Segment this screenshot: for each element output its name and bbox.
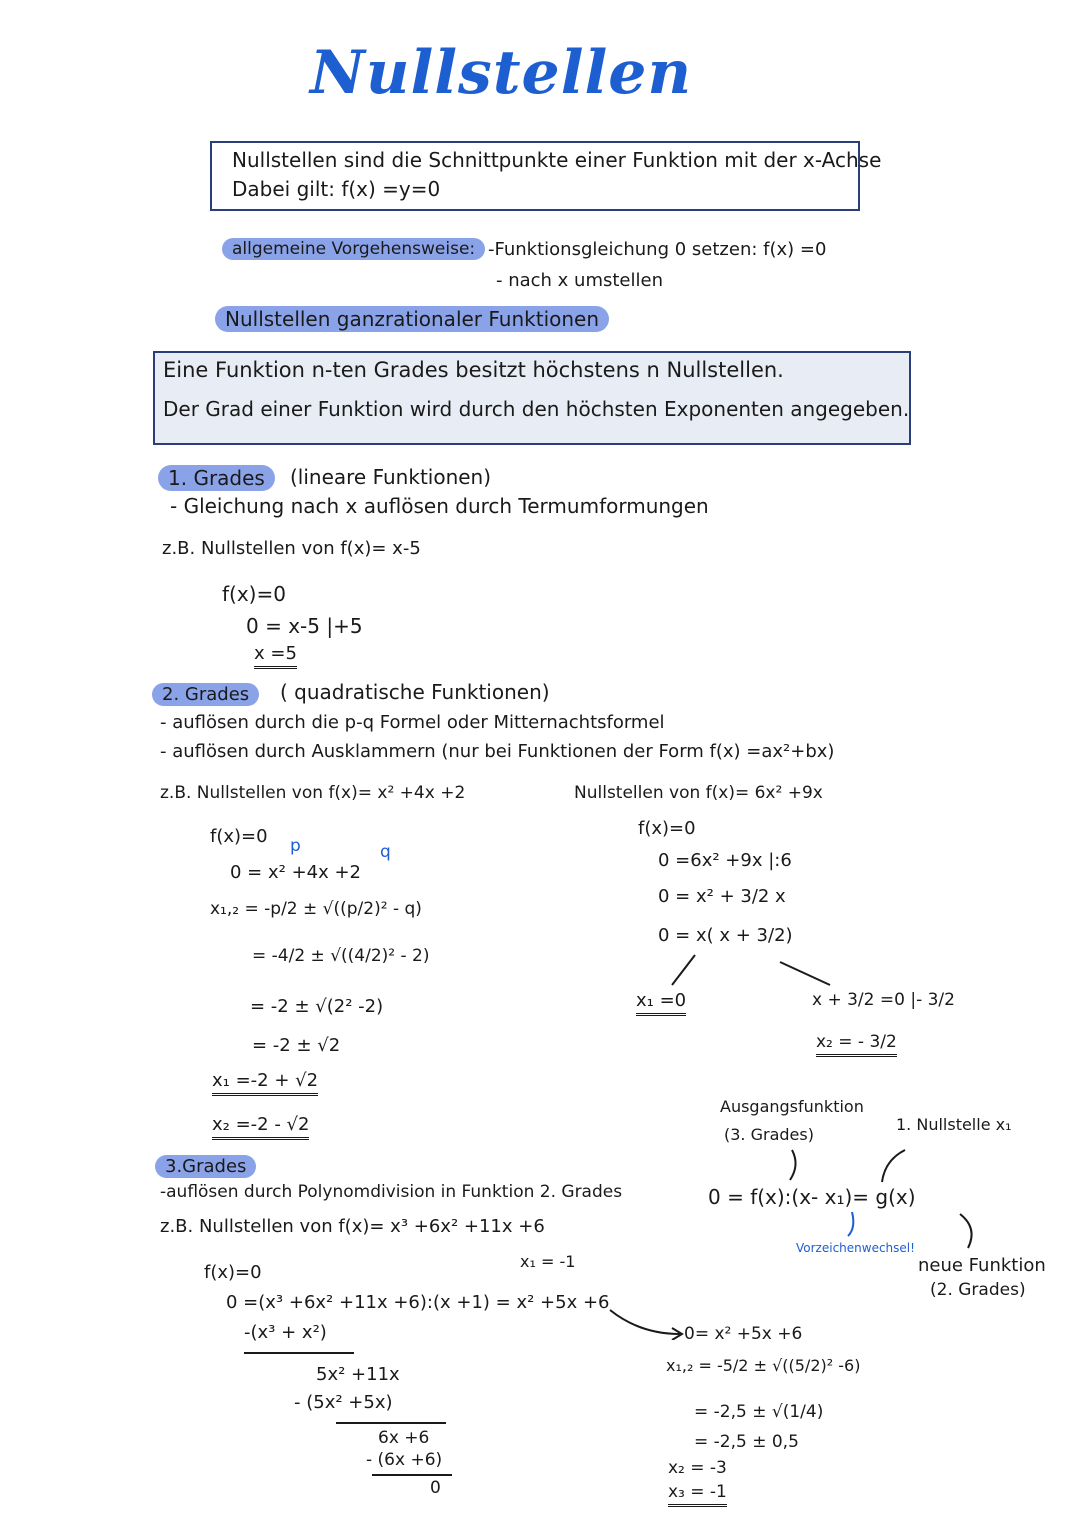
factor-step-4: 0 = x( x + 3/2): [658, 925, 793, 946]
diagram-nullstelle: 1. Nullstelle x₁: [896, 1115, 1012, 1134]
diagram-ausgang-grad: (3. Grades): [724, 1125, 814, 1144]
quad-step-2: x₁,₂ = -5/2 ± √((5/2)² -6): [666, 1356, 861, 1375]
diagram-formula: 0 = f(x):(x- x₁)= g(x): [708, 1185, 916, 1209]
grade1-method: - Gleichung nach x auflösen durch Termumformungen: [170, 494, 709, 518]
factor-branch-lines: [640, 950, 970, 990]
division-step-1: f(x)=0: [204, 1262, 262, 1283]
quad-step-1: 0= x² +5x +6: [684, 1324, 803, 1344]
division-step-6: 6x +6: [378, 1428, 430, 1448]
pq-step-2: 0 = x² +4x +2: [230, 862, 362, 883]
page-title: Nullstellen: [310, 38, 693, 108]
pq-root-2: x₂ =-2 - √2: [212, 1114, 309, 1140]
pq-step-3: x₁,₂ = -p/2 ± √((p/2)² - q): [210, 899, 422, 919]
diagram-arrows: [760, 1140, 1000, 1250]
grade1-step-2: 0 = x-5 |+5: [246, 614, 363, 638]
section-heading: Nullstellen ganzrationaler Funktionen: [215, 306, 609, 332]
grade3-example: z.B. Nullstellen von f(x)= x³ +6x² +11x +6: [160, 1216, 545, 1237]
diagram-ausgang: Ausgangsfunktion: [720, 1097, 864, 1116]
general-step-2: - nach x umstellen: [496, 270, 663, 291]
p-label: p: [290, 836, 301, 856]
division-step-5: - (5x² +5x): [294, 1392, 393, 1413]
factor-step-2: 0 =6x² +9x |:6: [658, 850, 792, 871]
pq-step-1: f(x)=0: [210, 826, 268, 847]
factor-root-2-eq: x + 3/2 =0 |- 3/2: [812, 990, 955, 1010]
grade2-label: 2. Grades: [152, 683, 259, 706]
grade2-type: ( quadratische Funktionen): [280, 680, 550, 704]
grade3-guess: x₁ = -1: [520, 1252, 576, 1271]
definition-line-2: Dabei gilt: f(x) =y=0: [232, 177, 441, 201]
grade3-method: -auflösen durch Polynomdivision in Funktion 2. Grades: [160, 1182, 623, 1202]
factor-root-2: x₂ = - 3/2: [816, 1032, 897, 1057]
definition-line-1: Nullstellen sind die Schnittpunkte einer Funktion mit der x-Achse: [232, 148, 882, 172]
diagram-vorzeichen: Vorzeichenwechsel!: [796, 1241, 915, 1255]
grade2-example-left: z.B. Nullstellen von f(x)= x² +4x +2: [160, 783, 466, 803]
division-rule-2: [336, 1422, 446, 1424]
factor-root-1: x₁ =0: [636, 990, 686, 1016]
grade1-example: z.B. Nullstellen von f(x)= x-5: [162, 538, 421, 559]
quad-step-3: = -2,5 ± √(1/4): [694, 1402, 824, 1422]
division-step-7: - (6x +6): [366, 1450, 443, 1470]
pq-step-5: = -2 ± √(2² -2): [250, 996, 384, 1017]
grade1-step-1: f(x)=0: [222, 582, 286, 606]
quad-step-4: = -2,5 ± 0,5: [694, 1432, 799, 1452]
pq-step-6: = -2 ± √2: [252, 1035, 341, 1056]
division-rule-3: [372, 1474, 452, 1476]
quad-root-2: x₂ = -3: [668, 1458, 727, 1478]
pq-step-4: = -4/2 ± √((4/2)² - 2): [252, 946, 430, 966]
grade3-label: 3.Grades: [155, 1155, 256, 1178]
factor-step-1: f(x)=0: [638, 818, 696, 839]
grade1-label: 1. Grades: [158, 465, 275, 491]
general-step-1: -Funktionsgleichung 0 setzen: f(x) =0: [488, 239, 827, 260]
grade1-type: (lineare Funktionen): [290, 465, 492, 489]
rule-line-2: Der Grad einer Funktion wird durch den höchsten Exponenten angegeben.: [163, 397, 910, 421]
arrow-to-quadratic: [600, 1300, 690, 1340]
rule-line-1: Eine Funktion n-ten Grades besitzt höchstens n Nullstellen.: [163, 358, 784, 382]
grade2-example-right: Nullstellen von f(x)= 6x² +9x: [574, 783, 823, 803]
diagram-neue-grad: (2. Grades): [930, 1280, 1026, 1300]
pq-root-1: x₁ =-2 + √2: [212, 1070, 318, 1096]
grade2-method-2: - auflösen durch Ausklammern (nur bei Funktionen der Form f(x) =ax²+bx): [160, 741, 835, 762]
division-step-2: 0 =(x³ +6x² +11x +6):(x +1) = x² +5x +6: [226, 1292, 610, 1313]
division-step-3: -(x³ + x²): [244, 1322, 327, 1343]
quad-root-3: x₃ = -1: [668, 1482, 727, 1507]
factor-step-3: 0 = x² + 3/2 x: [658, 886, 786, 907]
division-remainder: 0: [430, 1478, 441, 1498]
grade1-result: x =5: [254, 643, 297, 669]
division-rule-1: [244, 1352, 354, 1354]
division-step-4: 5x² +11x: [316, 1364, 400, 1385]
grade2-method-1: - auflösen durch die p-q Formel oder Mitternachtsformel: [160, 712, 665, 733]
diagram-neue: neue Funktion: [918, 1255, 1046, 1276]
q-label: q: [380, 842, 391, 862]
general-label: allgemeine Vorgehensweise:: [222, 238, 485, 260]
